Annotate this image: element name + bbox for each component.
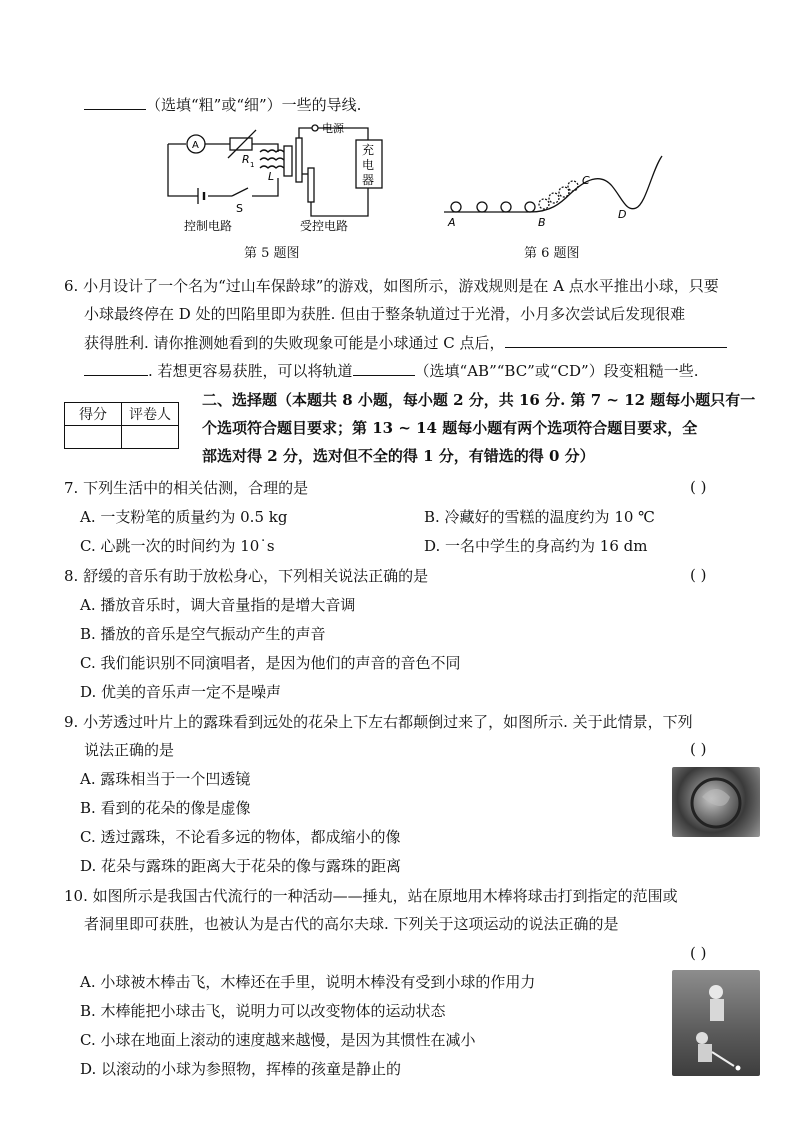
q10-option-a[interactable]: A. 小球被木棒击飞，木棒还在手里，说明木棒没有受到小球的作用力 [80, 973, 536, 991]
q9-option-a[interactable]: A. 露珠相当于一个凹透镜 [80, 770, 251, 788]
q9-answer-paren[interactable]: ( ) [690, 740, 707, 758]
q9-option-d[interactable]: D. 花朵与露珠的距离大于花朵的像与露珠的距离 [80, 857, 402, 875]
q8-option-a[interactable]: A. 播放音乐时，调大音量指的是增大音调 [80, 596, 356, 614]
grader-header: 评卷人 [122, 403, 179, 426]
q9-stem-line-2: 说法正确的是 [84, 741, 175, 759]
q10-stem-line-1: 10. 如图所示是我国古代流行的一种活动——捶丸，站在原地用木棒将球击打到指定的范围或 [64, 887, 678, 905]
chuiwan-painting-photo [672, 970, 760, 1076]
section2-header-line-1: 二、选择题（本题共 8 小题，每小题 2 分，共 16 分. 第 7 ~ 12 题每小题只有一 [202, 391, 756, 409]
q7-stem: 7. 下列生活中的相关估测，合理的是 [64, 479, 309, 497]
point-d-label: D [618, 208, 627, 221]
q9-stem-line-1: 9. 小芳透过叶片上的露珠看到远处的花朵上下左右都颠倒过来了，如图所示. 关于此情景，下列 [64, 713, 693, 731]
q10-option-d[interactable]: D. 以滚动的小球为参照物，挥棒的孩童是静止的 [80, 1060, 402, 1078]
section2-header-line-3: 部选对得 2 分，选对但不全的得 1 分，有错选的得 0 分） [202, 447, 595, 465]
point-c-label: C [582, 174, 590, 187]
q6-line-2: 小球最终停在 D 处的凹陷里即为获胜. 但由于整条轨道过于光滑，小月多次尝试后发现很难 [84, 305, 686, 323]
q10-option-c[interactable]: C. 小球在地面上滚动的速度越来越慢，是因为其惯性在减小 [80, 1031, 476, 1049]
point-a-label: A [448, 216, 456, 229]
point-b-label: B [538, 216, 546, 229]
q6-answer-blank-2[interactable] [84, 360, 148, 376]
power-label: 电源 [322, 122, 344, 135]
coil-label: L [268, 170, 275, 183]
rheostat-subscript: 1 [250, 161, 255, 169]
rheostat-label: R [242, 153, 250, 166]
q8-answer-paren[interactable]: ( ) [690, 566, 707, 584]
control-circuit-label: 控制电路 [184, 219, 233, 233]
q10-stem-line-2: 者洞里即可获胜，也被认为是古代的高尔夫球. 下列关于这项运动的说法正确的是 [84, 915, 619, 933]
q5-answer-blank[interactable] [84, 94, 146, 110]
score-cell[interactable] [65, 426, 122, 449]
q9-option-b[interactable]: B. 看到的花朵的像是虚像 [80, 799, 251, 817]
q6-figure-caption: 第 6 题图 [524, 246, 580, 261]
charger-label-1: 充 [362, 143, 375, 157]
section2-header-line-2: 个选项符合题目要求；第 13 ~ 14 题每小题有两个选项符合题目要求，全 [202, 419, 698, 437]
q7-option-d[interactable]: D. 一名中学生的身高约为 16 dm [424, 537, 648, 555]
controlled-circuit-label: 受控电路 [300, 219, 349, 233]
q6-track-figure [440, 150, 670, 234]
q9-option-c[interactable]: C. 透过露珠，不论看多远的物体，都成缩小的像 [80, 828, 401, 846]
q6-answer-blank-1[interactable] [505, 332, 727, 348]
q10-option-b[interactable]: B. 木棒能把小球击飞，说明力可以改变物体的运动状态 [80, 1002, 446, 1020]
q6-line-4: . 若想更容易获胜，可以将轨道 （选填“AB”“BC”或“CD”）段变粗糙一些. [84, 360, 698, 381]
ammeter-label: A [192, 140, 199, 151]
q8-stem: 8. 舒缓的音乐有助于放松身心，下列相关说法正确的是 [64, 567, 429, 585]
q7-option-a[interactable]: A. 一支粉笔的质量约为 0.5 kg [80, 508, 288, 526]
q6-line-3: 获得胜利. 请你推测她看到的失败现象可能是小球通过 C 点后， [84, 332, 727, 353]
score-header: 得分 [65, 403, 122, 426]
q5-tail-line: （选填“粗”或“细”）一些的导线. [84, 94, 361, 115]
q5-circuit-figure [150, 118, 390, 236]
charger-label-2: 电 [362, 158, 375, 172]
q8-option-d[interactable]: D. 优美的音乐声一定不是噪声 [80, 683, 282, 701]
q8-option-b[interactable]: B. 播放的音乐是空气振动产生的声音 [80, 625, 326, 643]
q10-answer-paren[interactable]: ( ) [690, 944, 707, 962]
q6-answer-blank-3[interactable] [353, 360, 415, 376]
score-table [64, 402, 179, 449]
q8-option-c[interactable]: C. 我们能识别不同演唱者，是因为他们的声音的音色不同 [80, 654, 461, 672]
dewdrop-photo [672, 767, 760, 837]
q5-figure-caption: 第 5 题图 [244, 246, 300, 261]
grader-cell[interactable] [122, 426, 179, 449]
charger-label-3: 器 [362, 173, 375, 187]
q6-line-1: 6. 小月设计了一个名为“过山车保龄球”的游戏，如图所示，游戏规则是在 A 点水平推出小球，只要 [64, 277, 719, 295]
switch-label: S [236, 202, 243, 215]
q7-answer-paren[interactable]: ( ) [690, 478, 707, 496]
q7-option-c[interactable]: C. 心跳一次的时间约为 10˙s [80, 537, 275, 555]
q7-option-b[interactable]: B. 冷藏好的雪糕的温度约为 10 ℃ [424, 508, 655, 526]
